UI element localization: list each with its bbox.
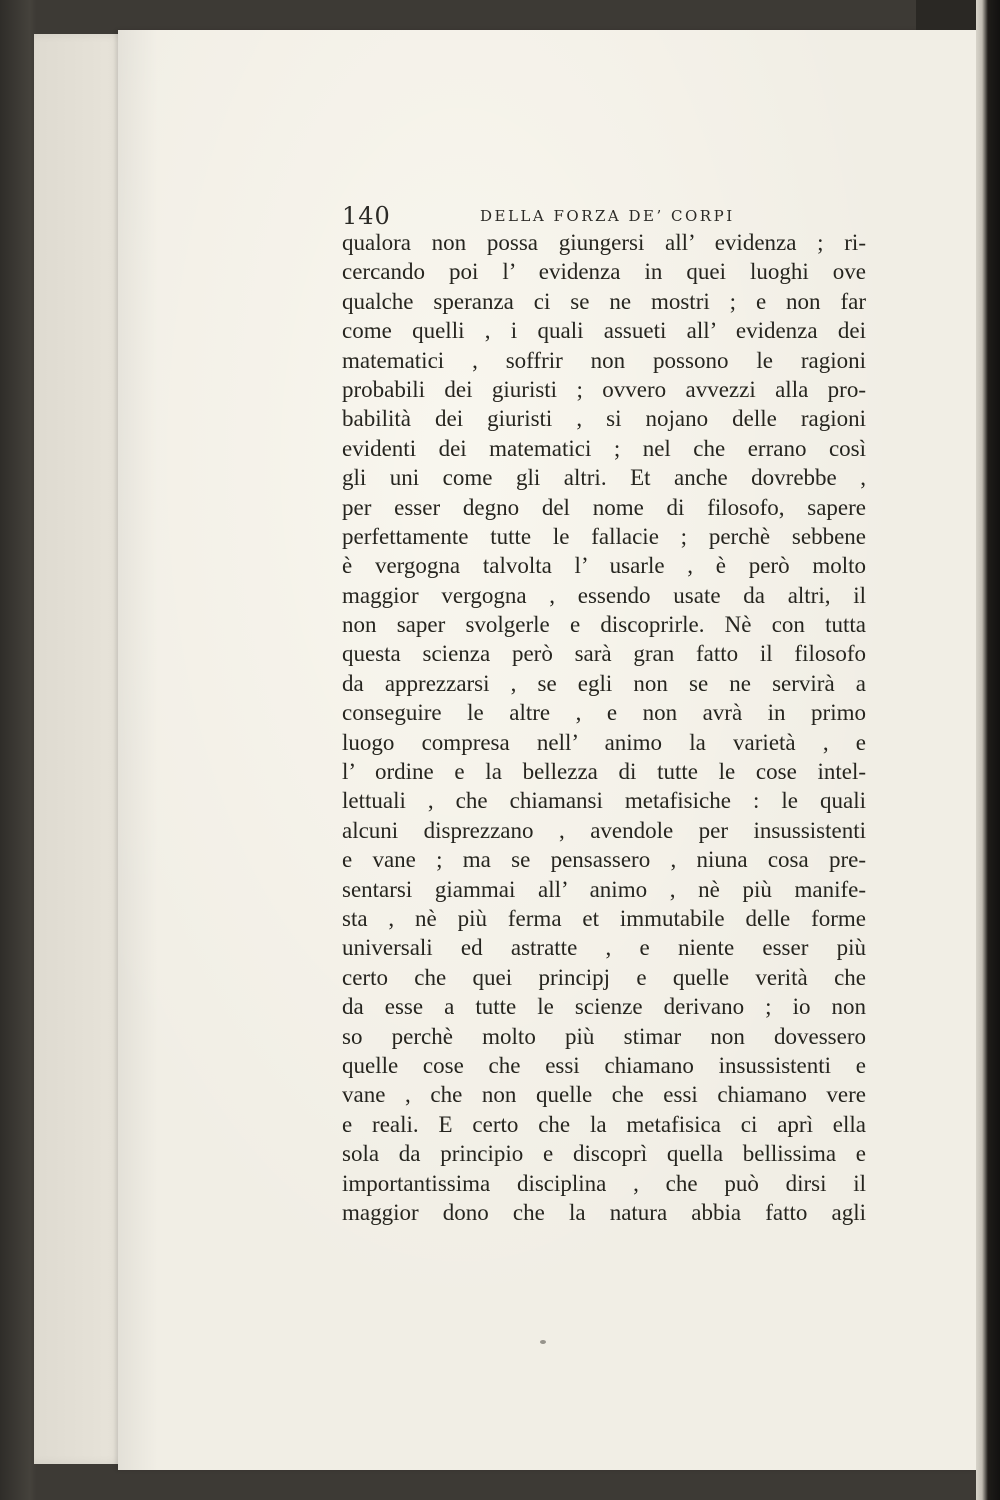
text-line: perfettamente tutte le fallacie ; perchè sebbene	[342, 523, 866, 549]
text-line: sentarsi giammai all’ animo , nè più manife-	[342, 876, 866, 902]
text-line: conseguire le altre , e non avrà in primo	[342, 700, 866, 726]
paper-speck	[540, 1340, 546, 1344]
text-line: da esse a tutte le scienze derivano ; io non	[342, 994, 866, 1020]
text-line: maggior vergogna , essendo usate da altri, il	[342, 582, 866, 608]
text-line: da apprezzarsi , se egli non se ne servirà a	[342, 670, 866, 696]
page-number: 140	[342, 202, 391, 230]
text-line: e reali. E certo che la metafisica ci aprì ella	[342, 1111, 866, 1137]
text-line: gli uni come gli altri. Et anche dovrebbe ,	[342, 465, 866, 491]
text-line: babilità dei giuristi , si nojano delle ragioni	[342, 406, 866, 432]
text-line: l’ ordine e la bellezza di tutte le cose intel-	[342, 759, 866, 785]
text-line: evidenti dei matematici ; nel che errano così	[342, 435, 866, 461]
text-line: universali ed astratte , e niente esser più	[342, 935, 866, 961]
text-line: cercando poi l’ evidenza in quei luoghi ove	[342, 259, 866, 285]
text-line: quelle cose che essi chiamano insussistenti e	[342, 1052, 866, 1078]
text-line: lettuali , che chiamansi metafisiche : le quali	[342, 788, 866, 814]
text-line: maggior dono che la natura abbia fatto agli	[342, 1199, 866, 1225]
text-line: questa scienza però sarà gran fatto il filosofo	[342, 641, 866, 667]
text-line: certo che quei principj e quelle verità che	[342, 964, 866, 990]
text-line: so perchè molto più stimar non dovessero	[342, 1023, 866, 1049]
text-line: sola da principio e discoprì quella bellissima e	[342, 1141, 866, 1167]
body-text	[342, 228, 866, 1227]
text-line: vane , che non quelle che essi chiamano vere	[342, 1082, 866, 1108]
text-line: probabili dei giuristi ; ovvero avvezzi alla pro-	[342, 376, 866, 402]
text-line: non saper svolgerle e discoprirle. Nè con tutta	[342, 612, 866, 638]
text-line: luogo compresa nell’ animo la varietà , e	[342, 729, 866, 755]
text-line: come quelli , i quali assueti all’ evidenza dei	[342, 318, 866, 344]
text-line: importantissima disciplina , che può dirsi il	[342, 1170, 866, 1196]
text-line: matematici , soffrir non possono le ragioni	[342, 347, 866, 373]
text-line: qualche speranza ci se ne mostri ; e non far	[342, 288, 866, 314]
text-line: alcuni disprezzano , avendole per insussistenti	[342, 817, 866, 843]
text-line: è vergogna talvolta l’ usarle , è però molto	[342, 553, 866, 579]
scan-border	[916, 0, 976, 30]
text-line: sta , nè più ferma et immutabile delle forme	[342, 905, 866, 931]
text-line: e vane ; ma se pensassero , niuna cosa pre-	[342, 847, 866, 873]
running-head: DELLA FORZA DE’ CORPI	[480, 207, 735, 225]
text-line: per esser degno del nome di filosofo, sapere	[342, 494, 866, 520]
binding-edge	[976, 0, 1000, 1500]
text-line: qualora non possa giungersi all’ evidenza ; ri-	[342, 230, 866, 255]
